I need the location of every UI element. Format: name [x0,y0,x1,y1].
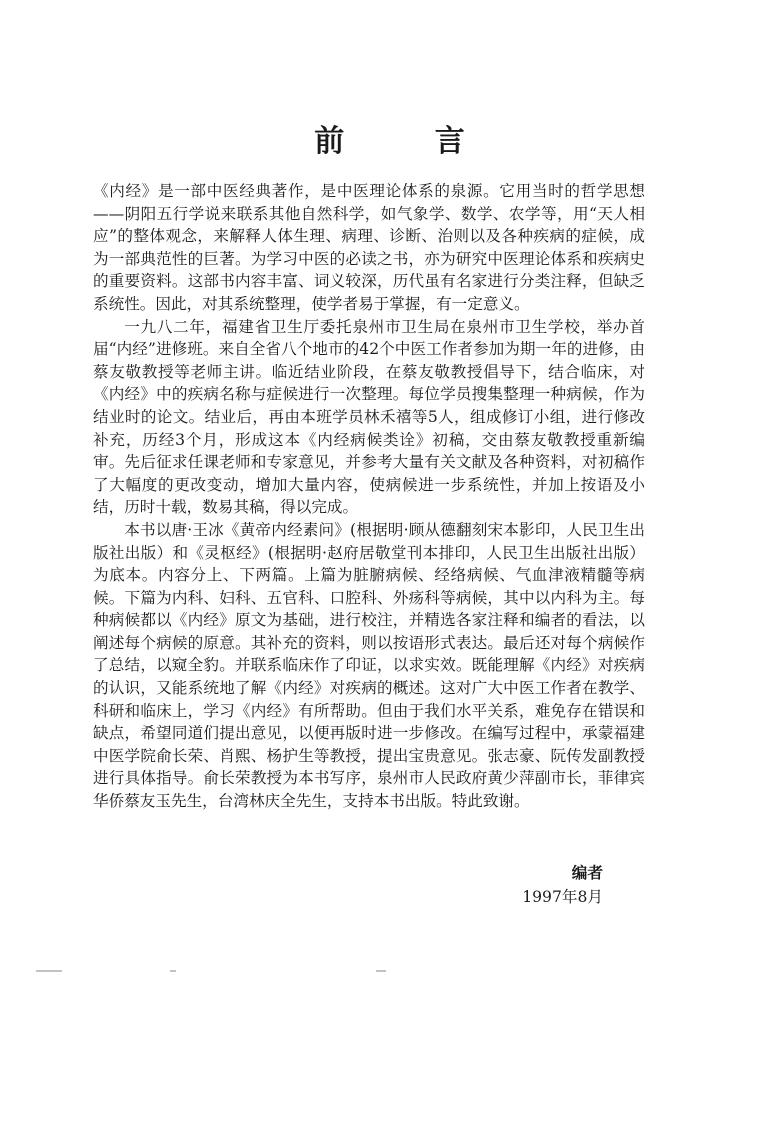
paragraph-1: 《内经》是一部中医经典著作，是中医理论体系的泉源。它用当时的哲学思想——阴阳五行学说来联系其他自然科学，如气象学、数学、农学等，用“天人相应”的整体观念，来解释人体生理、病理、诊断、治则以及各种疾病的症候，成为一部典范性的巨著。为学习中医的必读之书，亦为研究中医理论体系和疾病史的重要资料。这部书内容丰富、词义较深，历代虽有名家进行分类注释，但缺乏系统性。因此，对其系统整理，使学者易于掌握，有一定意义。 [93,182,645,313]
preface-body [93,180,645,813]
scan-artifact-mark [170,970,176,972]
paragraph-2: 一九八二年，福建省卫生厅委托泉州市卫生局在泉州市卫生学校，举办首届“内经”进修班。来自全省八个地市的42个中医工作者参加为期一年的进修，由蔡友敬教授等老师主讲。临近结业阶段，在蔡友敬教授倡导下，结合临床，对《内经》中的疾病名称与症候进行一次整理。每位学员搜集整理一种病候，作为结业时的论文。结业后，再由本班学员林禾禧等5人，组成修订小组，进行修改补充，历经3个月，形成这本《内经病候类诠》初稿，交由蔡友敬教授重新编审。先后征求任课老师和专家意见，并参考大量有关文献及各种资料，对初稿作了大幅度的更改变动，增加大量内容，使病候进一步系统性，并加上按语及小结，历时十载，数易其稿，得以完成。 [93,317,645,517]
paragraph-3: 本书以唐·王冰《黄帝内经素问》(根据明·顾从德翻刻宋本影印，人民卫生出版社出版）和《灵枢经》(根据明·赵府居敬堂刊本排印，人民卫生出版社出版）为底本。内容分上、下两篇。上篇为脏腑病候、经络病候、气血津液精髓等病候。下篇为内科、妇科、五官科、口腔科、外疡科等病候，其中以内科为主。每种病候都以《内经》原文为基础，进行校注，并精选各家注释和编者的看法，以阐述每个病候的原意。其补充的资料，则以按语形式表达。最后还对每个病候作了总结，以窥全豹。并联系临床作了印证，以求实效。既能理解《内经》对疾病的认识，又能系统地了解《内经》对疾病的概述。这对广大中医工作者在教学、科研和临床上，学习《内经》有所帮助。但由于我们水平关系，难免存在错误和缺点，希望同道们提出意见，以便再版时进一步修改。在编写过程中，承蒙福建中医学院俞长荣、肖熙、杨护生等教授，提出宝贵意见。张志豪、阮传发副教授进行具体指导。俞长荣教授为本书写序，泉州市人民政府黄少萍副市长，菲律宾华侨蔡友玉先生，台湾林庆全先生，支持本书出版。特此致谢。 [93,520,645,811]
page-title: 前 言 [314,124,505,159]
scan-artifact-mark [36,970,62,972]
author-signature: 编者 [571,864,603,882]
preface-date: 1997年8月 [522,888,603,906]
scan-artifact-mark [376,970,386,972]
